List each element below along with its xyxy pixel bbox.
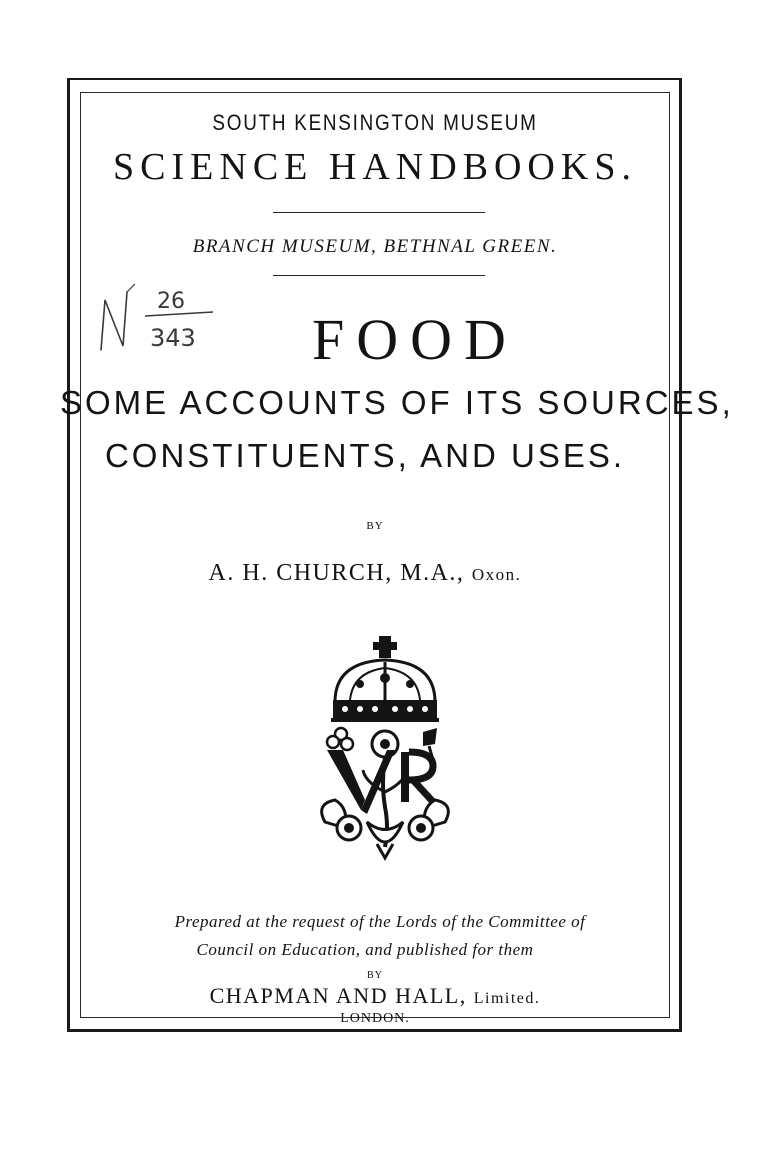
shelfmark-top-number: 26 <box>157 289 185 314</box>
by-label: BY <box>366 520 384 532</box>
book-title: FOOD <box>312 307 518 372</box>
publisher-line <box>80 983 670 1009</box>
author-line <box>70 560 660 587</box>
author-affiliation: Oxon. <box>471 565 522 584</box>
subtitle-line-2: CONSTITUENTS, AND USES. <box>104 437 626 474</box>
imprint-line-2: Council on Education, and published for them <box>196 940 534 959</box>
divider-bottom <box>273 275 485 276</box>
author-name: A. H. CHURCH, M.A., <box>208 560 465 586</box>
shelfmark-bottom-number: 343 <box>150 324 196 352</box>
branch-heading: BRANCH MUSEUM, BETHNAL GREEN. <box>192 236 558 257</box>
publisher-name: CHAPMAN AND HALL, <box>209 983 467 1008</box>
museum-heading: SOUTH KENSINGTON MUSEUM <box>212 110 538 135</box>
imprint-by-label: BY <box>367 970 383 981</box>
publisher-suffix: Limited. <box>473 990 541 1007</box>
royal-cypher-icon <box>305 632 465 864</box>
page-border-inner <box>80 92 670 1018</box>
publisher-city: LONDON. <box>340 1011 410 1026</box>
divider-top <box>273 212 485 213</box>
imprint-line-1: Prepared at the request of the Lords of the Committee of <box>174 912 586 931</box>
subtitle-line-1: SOME ACCOUNTS OF ITS SOURCES, <box>60 384 734 421</box>
series-title: SCIENCE HANDBOOKS. <box>113 146 637 188</box>
